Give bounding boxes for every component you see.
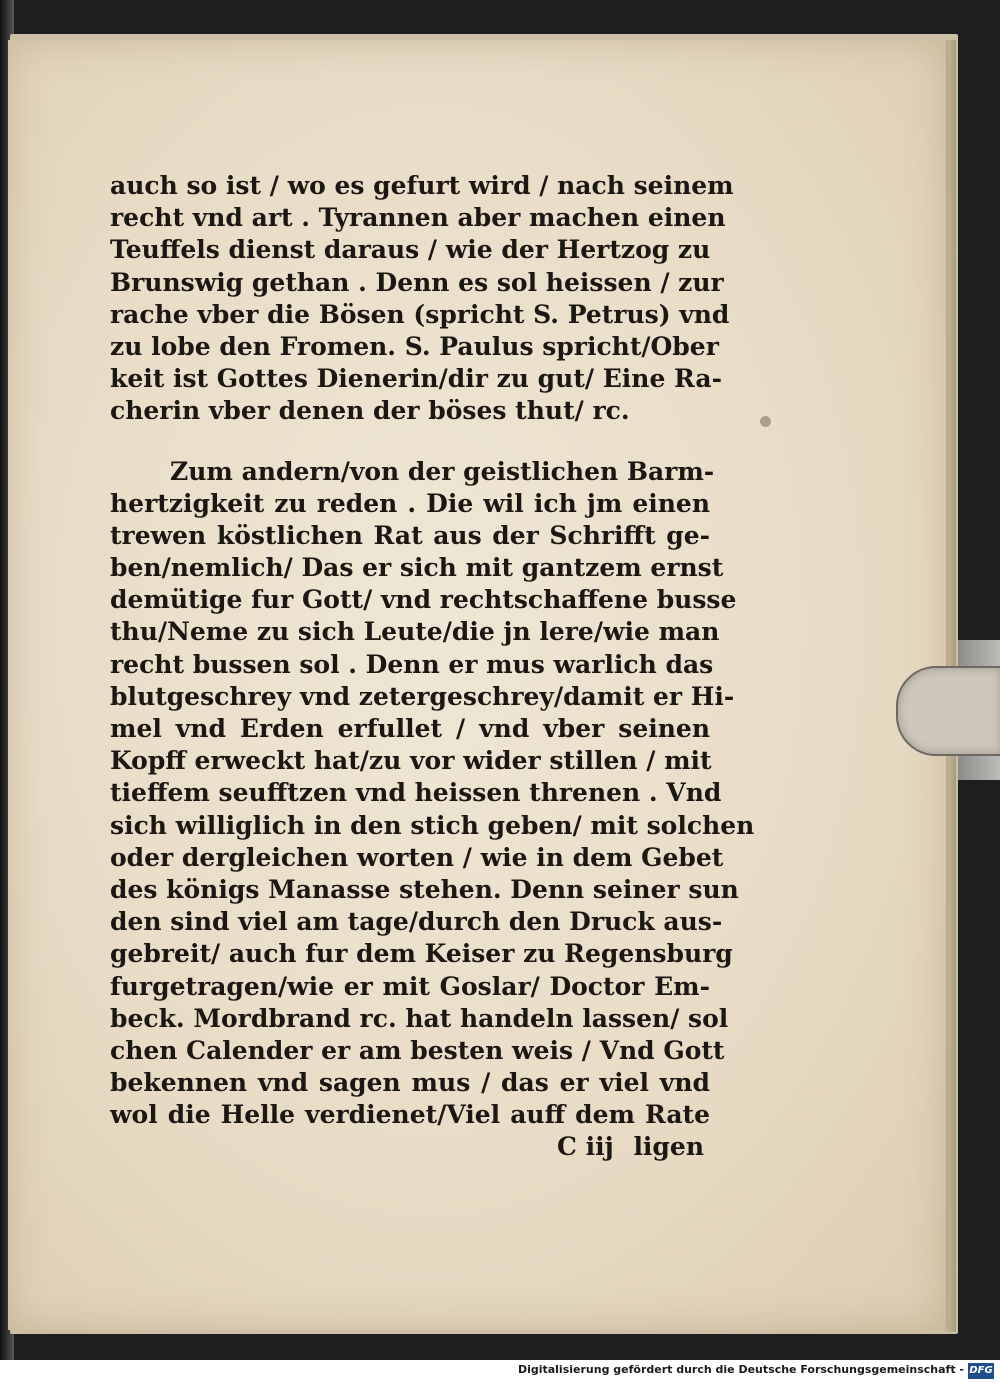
paragraph-gap [110, 428, 710, 456]
text-line: blutgeschrey vnd zetergeschrey/damit er Hi- [110, 681, 735, 711]
text-line: furgetragen/wie er mit Goslar/ Doctor Em- [110, 971, 710, 1001]
text-line: Kopff erweckt hat/zu vor wider stillen / mit [110, 746, 712, 776]
text-line: trewen köstlichen Rat aus der Schrifft ge- [110, 520, 710, 550]
second-paragraph [110, 456, 755, 1132]
text-line: gebreit/ auch fur dem Keiser zu Regensburg [110, 939, 733, 969]
text-line: hertzigkeit zu reden . Die wil ich jm einen [110, 488, 710, 518]
text-line: oder dergleichen worten / wie in dem Gebet [110, 842, 724, 872]
page-clip [896, 666, 1000, 756]
signature-mark: C iij [557, 1132, 614, 1162]
text-line: chen Calender er am besten weis / Vnd Gott [110, 1035, 725, 1065]
text-line: wol die Helle verdienet/Viel auff dem Rate [110, 1100, 710, 1130]
page-text-block [110, 170, 755, 1163]
first-paragraph [110, 170, 734, 428]
text-line: zu lobe den Fromen. S. Paulus spricht/Ober [110, 331, 719, 361]
text-line: Teuffels dienst daraus / wie der Hertzog zu [110, 235, 711, 265]
page-hole-mark [760, 416, 771, 427]
text-line: recht vnd art . Tyrannen aber machen einen [110, 203, 726, 233]
text-line: den sind viel am tage/durch den Druck aus- [110, 907, 723, 937]
credit-footer [0, 1360, 1000, 1383]
text-line: keit ist Gottes Dienerin/dir zu gut/ Eine Ra- [110, 364, 722, 394]
text-line: bekennen vnd sagen mus / das er viel vnd [110, 1068, 710, 1098]
catchword: ligen [633, 1132, 704, 1162]
funding-credit: Digitalisierung gefördert durch die Deutsche Forschungsgemeinschaft - [517, 1363, 964, 1376]
text-line: beck. Mordbrand rc. hat handeln lassen/ sol [110, 1003, 729, 1033]
text-line: Brunswig gethan . Denn es sol heissen / zur [110, 267, 724, 297]
text-line: sich williglich in den stich geben/ mit solchen [110, 810, 755, 840]
dfg-logo-icon: DFG [968, 1363, 994, 1379]
text-line: demütige fur Gott/ vnd rechtschaffene busse [110, 585, 737, 615]
text-line: rache vber die Bösen (spricht S. Petrus) vnd [110, 299, 730, 329]
text-line: tieffem seufftzen vnd heissen threnen . Vnd [110, 778, 722, 808]
text-line: cherin vber denen der böses thut/ rc. [110, 396, 630, 426]
text-line: recht bussen sol . Denn er mus warlich das [110, 649, 714, 679]
text-line: mel vnd Erden erfullet / vnd vber seinen [110, 714, 710, 743]
text-line: des königs Manasse stehen. Denn seiner sun [110, 874, 739, 904]
text-line: Zum andern/von der geistlichen Barm- [170, 456, 715, 486]
text-line: thu/Neme zu sich Leute/die jn lere/wie man [110, 617, 720, 647]
text-line: auch so ist / wo es gefurt wird / nach seinem [110, 171, 734, 200]
page-foot-line [110, 1131, 710, 1163]
text-line: ben/nemlich/ Das er sich mit gantzem ernst [110, 553, 724, 583]
